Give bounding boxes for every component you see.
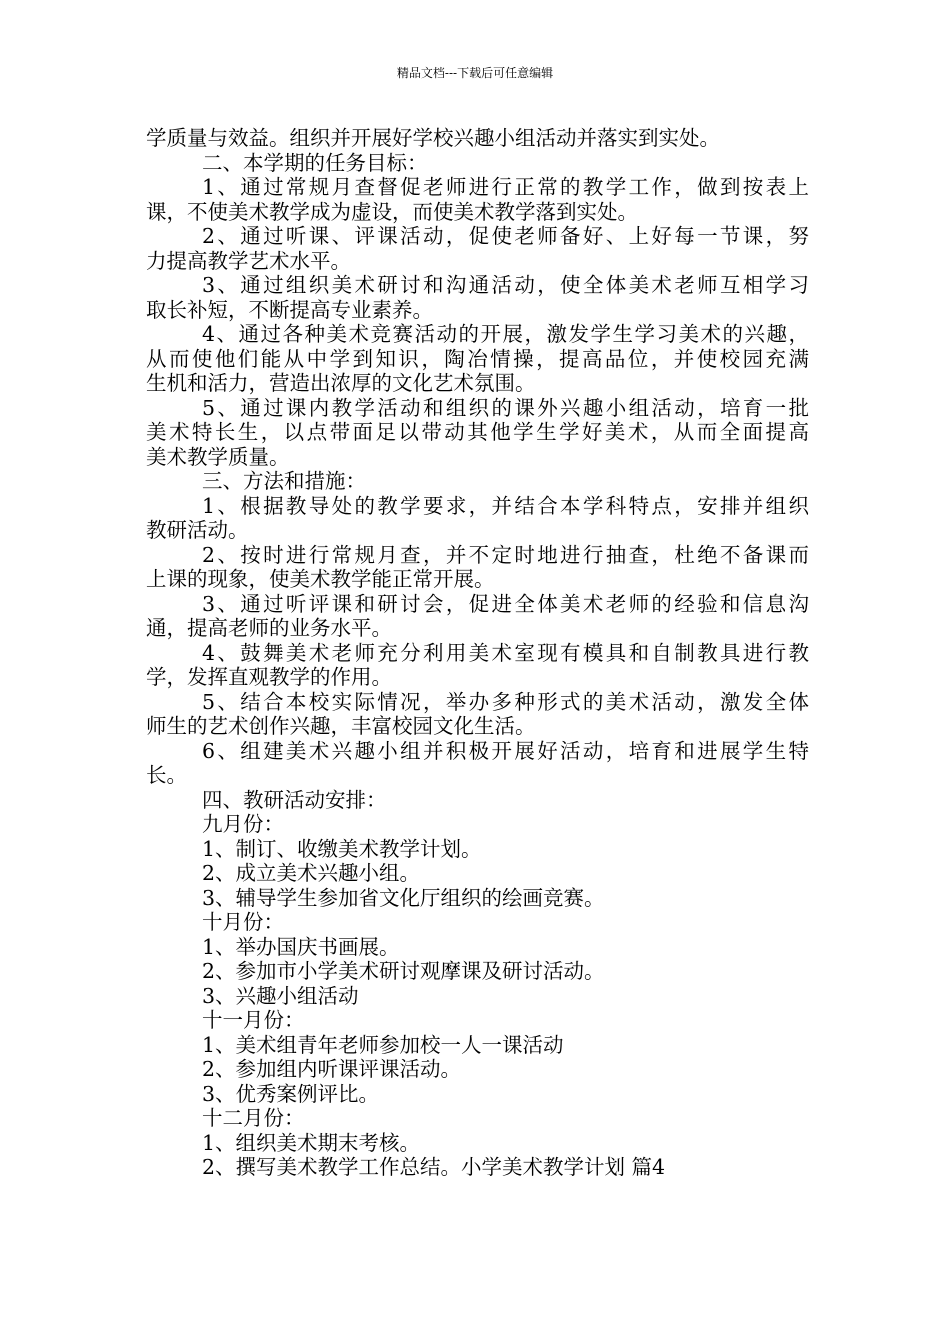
text-line: 6、组建美术兴趣小组并积极开展好活动，培育和进展学生特 — [202, 738, 809, 763]
text-line: 5、结合本校实际情况，举办多种形式的美术活动，激发全体 — [202, 689, 809, 714]
text-line: 1、根据教导处的教学要求，并结合本学科特点，安排并组织 — [202, 493, 809, 518]
text-line: 1、组织美术期末考核。 — [202, 1130, 421, 1155]
text-line: 4、鼓舞美术老师充分利用美术室现有模具和自制教具进行教 — [202, 640, 809, 665]
text-line: 从而使他们能从中学到知识，陶冶情操，提高品位，并使校园充满 — [146, 346, 809, 371]
text-line: 三、方法和措施： — [202, 469, 366, 493]
text-line: 3、兴趣小组活动 — [202, 983, 359, 1008]
text-line: 2、成立美术兴趣小组。 — [202, 861, 421, 885]
text-line: 教研活动。 — [146, 518, 249, 542]
text-line: 2、撰写美术教学工作总结。小学美术教学计划 篇4 — [202, 1155, 666, 1179]
text-line: 取长补短，不断提高专业素养。 — [146, 297, 433, 322]
text-line: 学，发挥直观教学的作用。 — [146, 665, 392, 689]
text-line: 1、举办国庆书画展。 — [202, 934, 400, 959]
text-line: 5、通过课内教学活动和组织的课外兴趣小组活动，培育一批 — [202, 395, 809, 420]
text-line: 1、美术组青年老师参加校一人一课活动 — [202, 1032, 564, 1057]
text-line: 1、通过常规月查督促老师进行正常的教学工作，做到按表上 — [202, 175, 809, 199]
text-line: 美术教学质量。 — [146, 444, 290, 469]
text-line: 3、辅导学生参加省文化厅组织的绘画竞赛。 — [202, 885, 605, 910]
text-line: 4、通过各种美术竞赛活动的开展，激发学生学习美术的兴趣， — [202, 322, 809, 346]
page-header: 精品文档---下载后可任意编辑 — [396, 66, 554, 80]
text-line: 师生的艺术创作兴趣，丰富校园文化生活。 — [146, 714, 536, 738]
text-line: 2、按时进行常规月查，并不定时地进行抽查，杜绝不备课而 — [202, 542, 809, 567]
text-line: 十二月份： — [202, 1106, 305, 1130]
text-line: 2、参加组内听课评课活动。 — [202, 1057, 462, 1081]
text-line: 十月份： — [202, 910, 284, 934]
text-line: 美术特长生，以点带面足以带动其他学生学好美术，从而全面提高 — [146, 420, 809, 444]
text-line: 四、教研活动安排： — [202, 787, 387, 812]
text-line: 2、参加市小学美术研讨观摩课及研讨活动。 — [202, 959, 605, 983]
text-line: 2、通过听课、评课活动，促使老师备好、上好每一节课，努 — [202, 224, 809, 248]
text-line: 1、制订、收缴美术教学计划。 — [202, 836, 482, 861]
text-line: 通，提高老师的业务水平。 — [146, 616, 392, 640]
text-line: 学质量与效益。组织并开展好学校兴趣小组活动并落实到实处。 — [146, 126, 720, 150]
text-line: 生机和活力，营造出浓厚的文化艺术氛围。 — [146, 371, 536, 395]
text-line: 上课的现象，使美术教学能正常开展。 — [146, 567, 495, 591]
text-line: 长。 — [146, 763, 187, 787]
text-line: 3、优秀案例评比。 — [202, 1081, 380, 1106]
text-line: 3、通过组织美术研讨和沟通活动，使全体美术老师互相学习 — [202, 273, 809, 297]
text-line: 二、本学期的任务目标： — [202, 150, 428, 175]
text-line: 力提高教学艺术水平。 — [146, 248, 351, 273]
document-body — [146, 126, 809, 1180]
text-line: 课，不使美术教学成为虚设，而使美术教学落到实处。 — [146, 199, 638, 224]
text-line: 3、通过听评课和研讨会，促进全体美术老师的经验和信息沟 — [202, 591, 809, 616]
text-line: 十一月份： — [202, 1008, 305, 1032]
text-line: 九月份： — [202, 812, 284, 836]
